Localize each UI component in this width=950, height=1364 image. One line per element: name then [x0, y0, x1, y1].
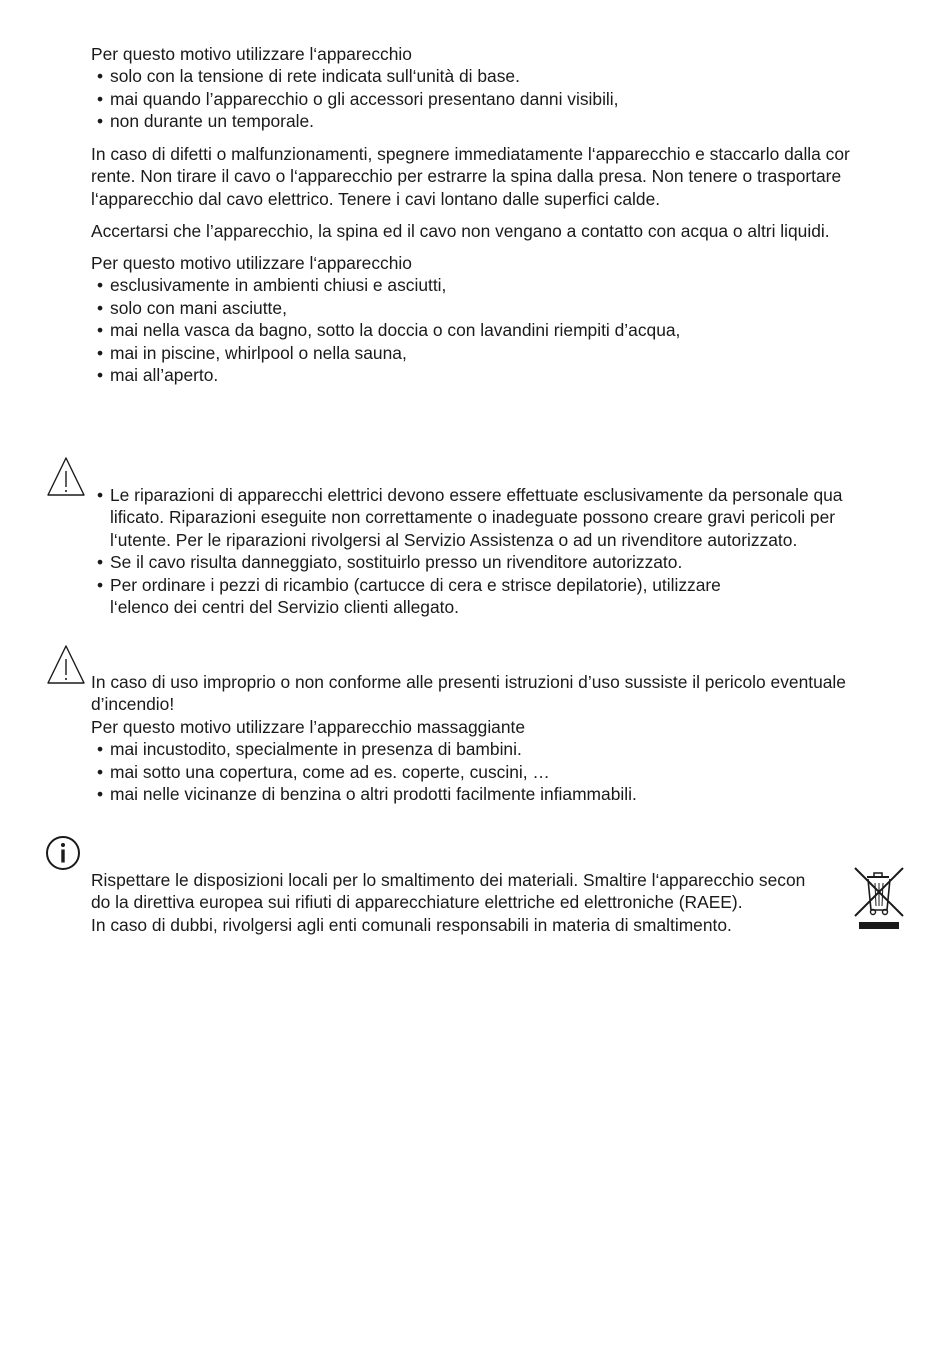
section-intro: Per questo motivo utilizzare l‘apparecchio	[91, 253, 412, 273]
section-intro: Per questo motivo utilizzare l‘apparecchio	[91, 44, 412, 64]
disposal-section	[91, 869, 851, 936]
list-item: • Se il cavo risulta danneggiato, sostituirlo presso un rivenditore autorizzato.	[91, 551, 901, 573]
list-item: • solo con mani asciutte,	[91, 297, 901, 319]
info-icon	[45, 835, 81, 876]
list-item: • mai all’aperto.	[91, 364, 901, 386]
list-item: • mai incustodito, specialmente in presenza di bambini.	[91, 738, 901, 760]
paragraph-line: rente. Non tirare il cavo o l‘apparecchio per estrarre la spina dalla presa. Non tenere o trasportare	[91, 166, 842, 187]
bullet-list	[91, 274, 901, 386]
paragraph-line: lificato. Riparazioni eseguite non correttamente o inadeguate possono creare gravi pericoli per	[110, 507, 836, 528]
repair-section	[91, 484, 901, 618]
bullet-list	[91, 738, 901, 805]
paragraph-line: l‘apparecchio dal cavo elettrico. Tenere i cavi lontano dalle superfici calde.	[91, 188, 661, 209]
paragraph-line: Rispettare le disposizioni locali per lo smaltimento dei materiali. Smaltire l‘apparecchio secon	[91, 870, 806, 890]
list-item: • esclusivamente in ambienti chiusi e asciutti,	[91, 274, 901, 296]
list-item	[91, 484, 901, 551]
paragraph-line: • Le riparazioni di apparecchi elettrici devono essere effettuate esclusivamente da personale qua	[110, 485, 843, 505]
list-item: • mai nella vasca da bagno, sotto la doccia o con lavandini riempiti d’acqua,	[91, 319, 901, 341]
list-item: • solo con la tensione di rete indicata sull‘unità di base.	[91, 65, 901, 87]
malfunction-paragraph	[91, 143, 901, 210]
paragraph-line: In caso di dubbi, rivolgersi agli enti comunali responsabili in materia di smaltimento.	[91, 914, 732, 935]
paragraph-line: d’incendio!	[91, 694, 175, 715]
fire-hazard-section	[91, 671, 901, 805]
warning-triangle-icon	[46, 456, 86, 503]
paragraph-line: l‘elenco dei centri del Servizio clienti allegato.	[110, 597, 459, 618]
paragraph-line: do la direttiva europea sui rifiuti di apparecchiature elettriche ed elettroniche (RAEE).	[91, 892, 743, 913]
list-item: • mai quando l’apparecchio o gli accessori presentano danni visibili,	[91, 88, 901, 110]
section-intro: Per questo motivo utilizzare l’apparecchio massaggiante	[91, 716, 526, 737]
usage-conditions-section	[91, 43, 901, 133]
dry-usage-section	[91, 252, 901, 386]
liquids-paragraph	[91, 220, 901, 242]
list-item: • mai nelle vicinanze di benzina o altri prodotti facilmente infiammabili.	[91, 783, 901, 805]
bullet-list	[91, 484, 901, 618]
bullet-list	[91, 65, 901, 132]
paragraph-line: In caso di uso improprio o non conforme alle presenti istruzioni d’uso sussiste il pericolo eventuale	[91, 672, 846, 692]
warning-triangle-icon	[46, 644, 86, 691]
paragraph-line: • Per ordinare i pezzi di ricambio (cartucce di cera e strisce depilatorie), utilizzare	[110, 574, 721, 595]
paragraph-line: l‘utente. Per le riparazioni rivolgersi al Servizio Assistenza o ad un rivenditore autorizzato.	[110, 529, 798, 550]
list-item: • mai in piscine, whirlpool o nella sauna,	[91, 342, 901, 364]
list-item: • non durante un temporale.	[91, 110, 901, 132]
list-item	[91, 574, 901, 619]
paragraph-line: In caso di difetti o malfunzionamenti, spegnere immediatamente l‘apparecchio e staccarlo dalla cor	[91, 144, 850, 164]
paragraph-line: Accertarsi che l’apparecchio, la spina ed il cavo non vengano a contatto con acqua o altri liquidi.	[91, 221, 830, 241]
crossed-out-wheelie-bin-icon	[853, 866, 905, 937]
list-item: • mai sotto una copertura, come ad es. coperte, cuscini, …	[91, 761, 901, 783]
